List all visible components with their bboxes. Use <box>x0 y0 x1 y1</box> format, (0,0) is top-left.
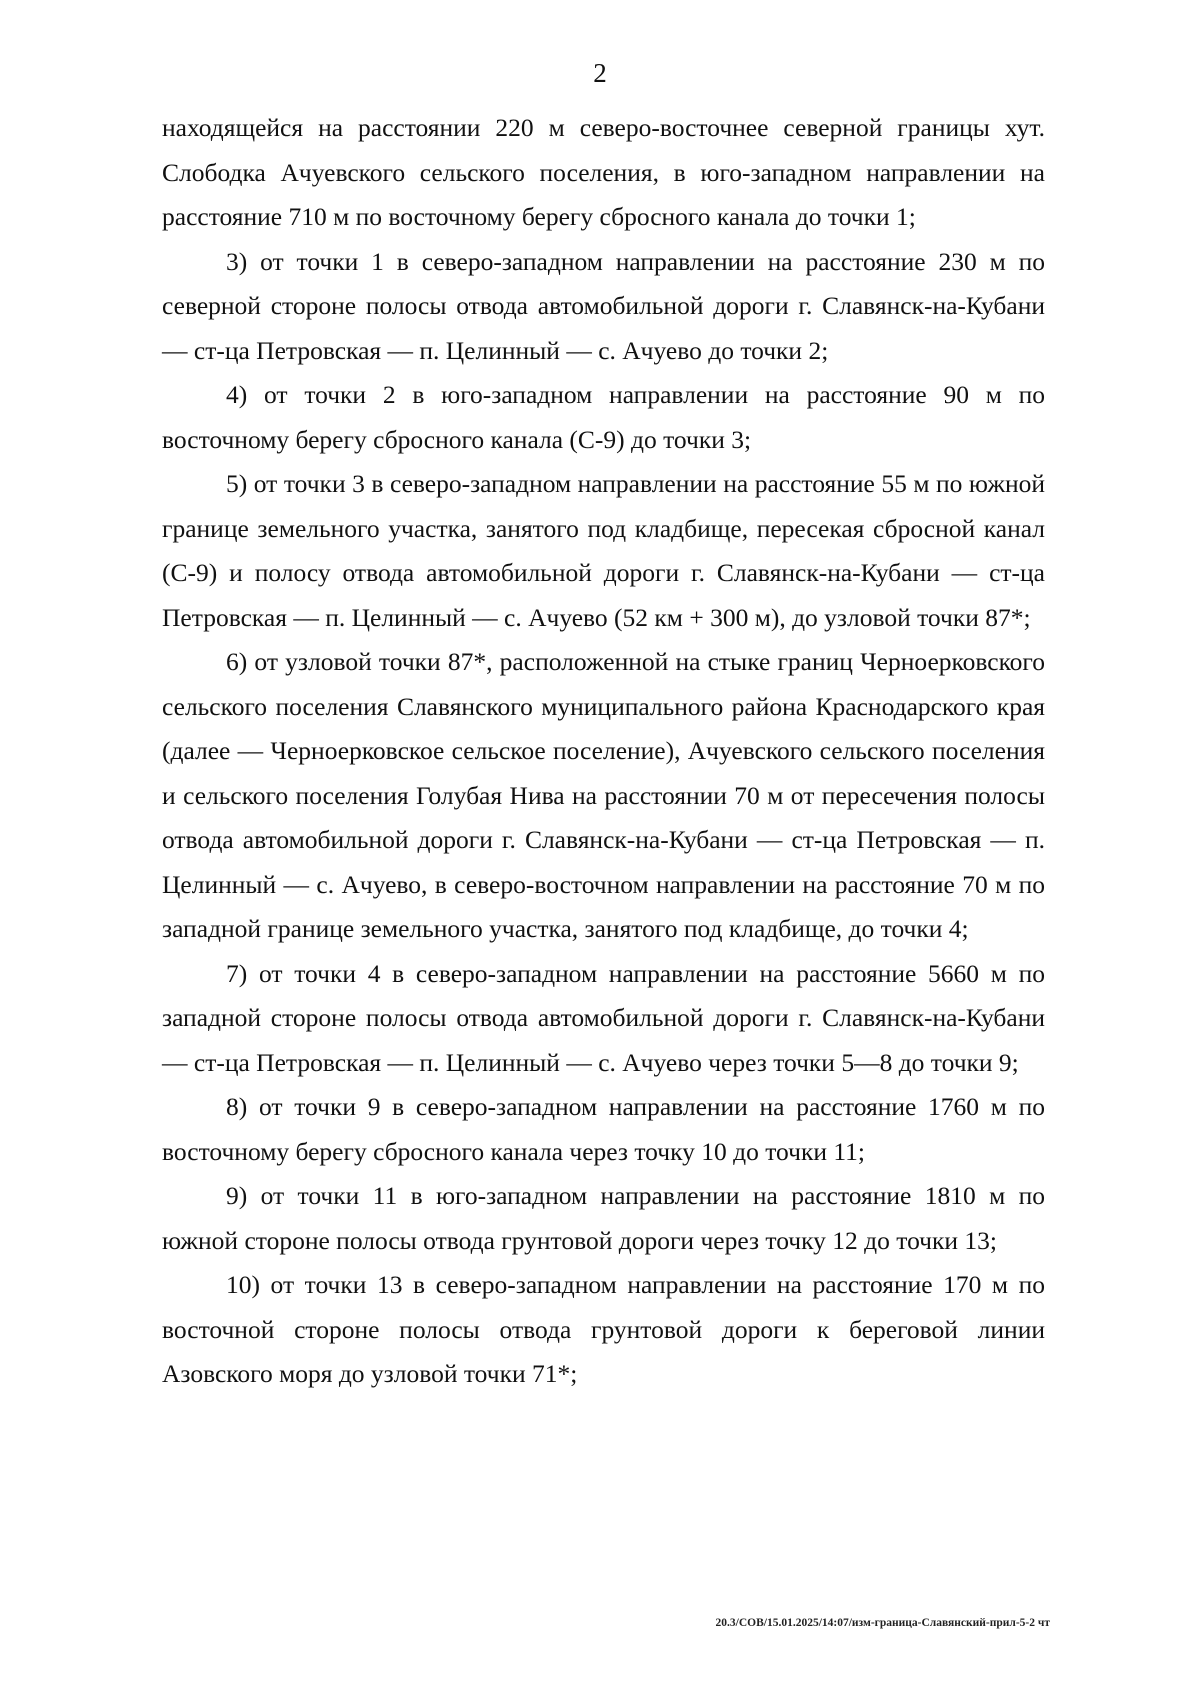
paragraph-continuation: находящейся на расстоянии 220 м северо-восточнее северной границы хут. Слободка Ачуевского сельского поселения, в юго-западном направлении на расстояние 710 м по восточному берегу сбросного канала до точки 1; <box>162 113 1045 231</box>
paragraph-item-3: 3) от точки 1 в северо-западном направлении на расстояние 230 м по северной стороне полосы отвода автомобильной дороги г. Славянск-на-Кубани — ст-ца Петровская — п. Целинный — с. Ачуево до точки 2; <box>162 246 1045 365</box>
paragraph-item-4: 4) от точки 2 в юго-западном направлении на расстояние 90 м по восточному берегу сбросного канала (С-9) до точки 3; <box>162 380 1045 454</box>
document-body <box>162 106 1045 1397</box>
paragraph-item-10: 10) от точки 13 в северо-западном направлении на расстояние 170 м по восточной стороне полосы отвода грунтовой дороги к береговой линии Азовского моря до узловой точки 71*; <box>162 1270 1045 1388</box>
page-number: 2 <box>593 58 607 88</box>
paragraph-item-8: 8) от точки 9 в северо-западном направлении на расстояние 1760 м по восточному берегу сбросного канала через точку 10 до точки 11; <box>162 1092 1045 1166</box>
paragraph-item-5: 5) от точки 3 в северо-западном направлении на расстояние 55 м по южной границе земельного участка, занятого под кладбище, пересекая сбросной канал (С-9) и полосу отвода автомобильной дороги г. Славянск-на-Кубани — ст-ца Петровская — п. Целинный — с. Ачуево (52 км + 300 м), до узловой точки 87*; <box>162 469 1045 632</box>
paragraph-item-9: 9) от точки 11 в юго-западном направлении на расстояние 1810 м по южной стороне полосы отвода грунтовой дороги через точку 12 до точки 13; <box>162 1181 1045 1255</box>
paragraph-item-7: 7) от точки 4 в северо-западном направлении на расстояние 5660 м по западной стороне полосы отвода автомобильной дороги г. Славянск-на-Кубани — ст-ца Петровская — п. Целинный — с. Ачуево через точки 5—8 до точки 9; <box>162 958 1045 1077</box>
paragraph-item-6: 6) от узловой точки 87*, расположенной на стыке границ Черноерковского сельского поселения Славянского муниципального района Краснодарского края (далее — Черноерковское сельское поселение), Ачуевского сельского поселения и сельского поселения Голубая Нива на расстоянии 70 м от пересечения полосы отвода автомобильной дороги г. Славянск-на-Кубани — ст-ца Петровская — п. Целинный — с. Ачуево, в северо-восточном направлении на расстояние 70 м по западной границе земельного участка, занятого под кладбище, до точки 4; <box>162 647 1045 943</box>
document-footer-code: 20.3/СОВ/15.01.2025/14:07/изм-граница-Славянский-прил-5-2 чт <box>715 1617 1050 1629</box>
